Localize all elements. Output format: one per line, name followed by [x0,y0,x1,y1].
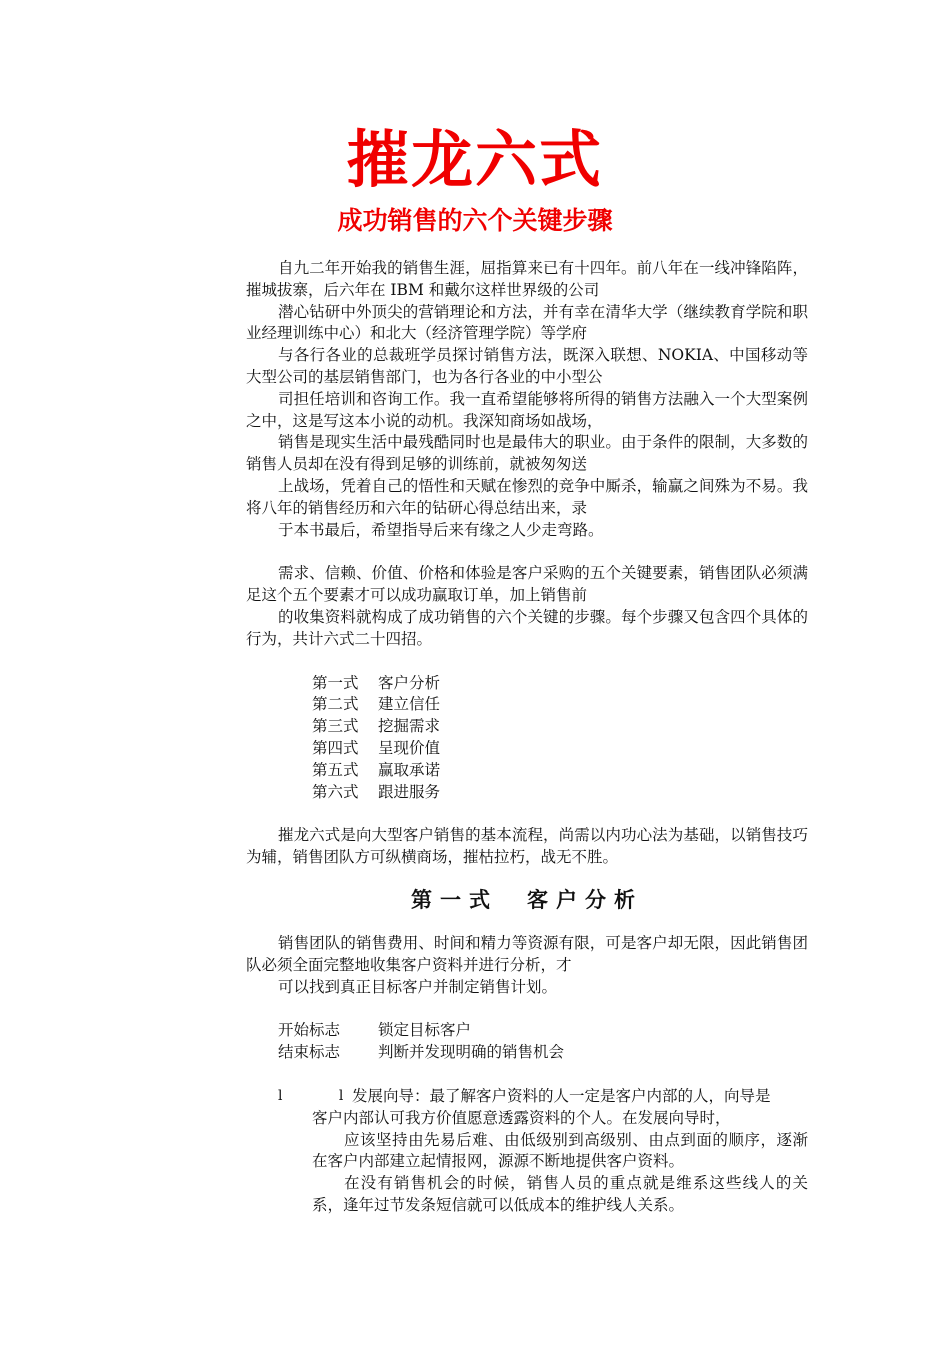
intro-paragraph-1e: 销售是现实生活中最残酷同时也是最伟大的职业。由于条件的限制，大多数的销售人员却在没有得到足够的训练前，就被匆匆送 [246,433,808,474]
step-number: 第五式 [312,760,359,779]
intro-paragraph-1g: 于本书最后，希望指导后来有缘之人少走弯路。 [278,520,604,539]
step-name: 挖掘需求 [378,717,441,736]
section-paragraph-1b: 可以找到真正目标客户并制定销售计划。 [278,977,558,996]
list-item [312,760,808,782]
list-item [312,782,808,804]
bullet-bars: l l [278,1087,370,1104]
intro-paragraph-1d: 司担任培训和咨询工作。我一直希望能够将所得的销售方法融入一个大型案例之中，这是写这本小说的动机。我深知商场如战场， [246,389,808,430]
sub-item-line-b: 客户内部认可我方价值愿意透露资料的个人。在发展向导时， [312,1108,731,1127]
intro-paragraph-1a: 自九二年开始我的销售生涯，屈指算来已有十四年。前八年在一线冲锋陷阵，摧城拔寨，后六年在 IBM 和戴尔这样世界级的公司 [246,259,808,299]
start-marker-label: 开始标志 [278,1021,341,1040]
sub-item-line-c: 应该坚持由先易后难、由低级别到高级别、由点到面的顺序，逐渐在客户内部建立起情报网，源源不断地提供客户资料。 [312,1130,808,1171]
list-item [278,1020,808,1042]
step-name: 赢取承诺 [378,760,441,779]
intro-paragraph-2a: 需求、信赖、价值、价格和体验是客户采购的五个关键要素，销售团队必须满足这个五个要素才可以成功赢取订单，加上销售前 [246,564,808,605]
section-paragraph-1a: 销售团队的销售费用、时间和精力等资源有限，可是客户却无限，因此销售团队必须全面完整地收集客户资料并进行分析，才 [246,933,808,974]
document-subtitle: 成功销售的六个关键步骤 [337,206,613,235]
step-name: 呈现价值 [378,738,441,757]
section-heading: 第一式 客户分析 [411,886,643,912]
step-name: 客户分析 [378,673,441,692]
document-body [246,258,808,1217]
sub-item-guide [278,1086,808,1217]
step-name: 建立信任 [378,695,441,714]
list-item [278,1042,808,1064]
list-item [312,694,808,716]
sub-item-line-a: 发展向导：最了解客户资料的人一定是客户内部的人，向导是 [352,1086,771,1105]
intro-paragraph-1b: 潜心钻研中外顶尖的营销理论和方法，并有幸在清华大学（继续教育学院和职业经理训练中心）和北大（经济管理学院）等学府 [246,302,808,343]
start-marker-value: 锁定目标客户 [378,1021,472,1040]
step-number: 第六式 [312,782,359,801]
step-number: 第一式 [312,673,359,692]
steps-list [312,673,808,804]
end-marker-value: 判断并发现明确的销售机会 [378,1043,565,1062]
summary-paragraph: 摧龙六式是向大型客户销售的基本流程，尚需以内功心法为基础，以销售技巧为辅，销售团队方可纵横商场，摧枯拉朽，战无不胜。 [246,826,808,867]
list-item [312,673,808,695]
sub-item-line-d: 在没有销售机会的时候，销售人员的重点就是维系这些线人的关系，逢年过节发条短信就可以低成本的维护线人关系。 [312,1174,808,1214]
step-number: 第三式 [312,717,359,736]
intro-paragraph-1f: 上战场，凭着自己的悟性和天赋在惨烈的竞争中厮杀，输赢之间殊为不易。我将八年的销售经历和六年的钻研心得总结出来，录 [246,476,808,517]
list-item [312,738,808,760]
markers-list [278,1020,808,1064]
end-marker-label: 结束标志 [278,1043,341,1062]
list-item [312,716,808,738]
step-number: 第四式 [312,738,359,757]
step-name: 跟进服务 [378,782,441,801]
document-title: 摧龙六式 [346,123,603,196]
intro-paragraph-1c: 与各行各业的总裁班学员探讨销售方法，既深入联想、NOKIA、中国移动等大型公司的基层销售部门，也为各行各业的中小型公 [246,346,808,386]
step-number: 第二式 [312,695,359,714]
intro-paragraph-2b: 的收集资料就构成了成功销售的六个关键的步骤。每个步骤又包含四个具体的行为，共计六式二十四招。 [246,607,808,648]
